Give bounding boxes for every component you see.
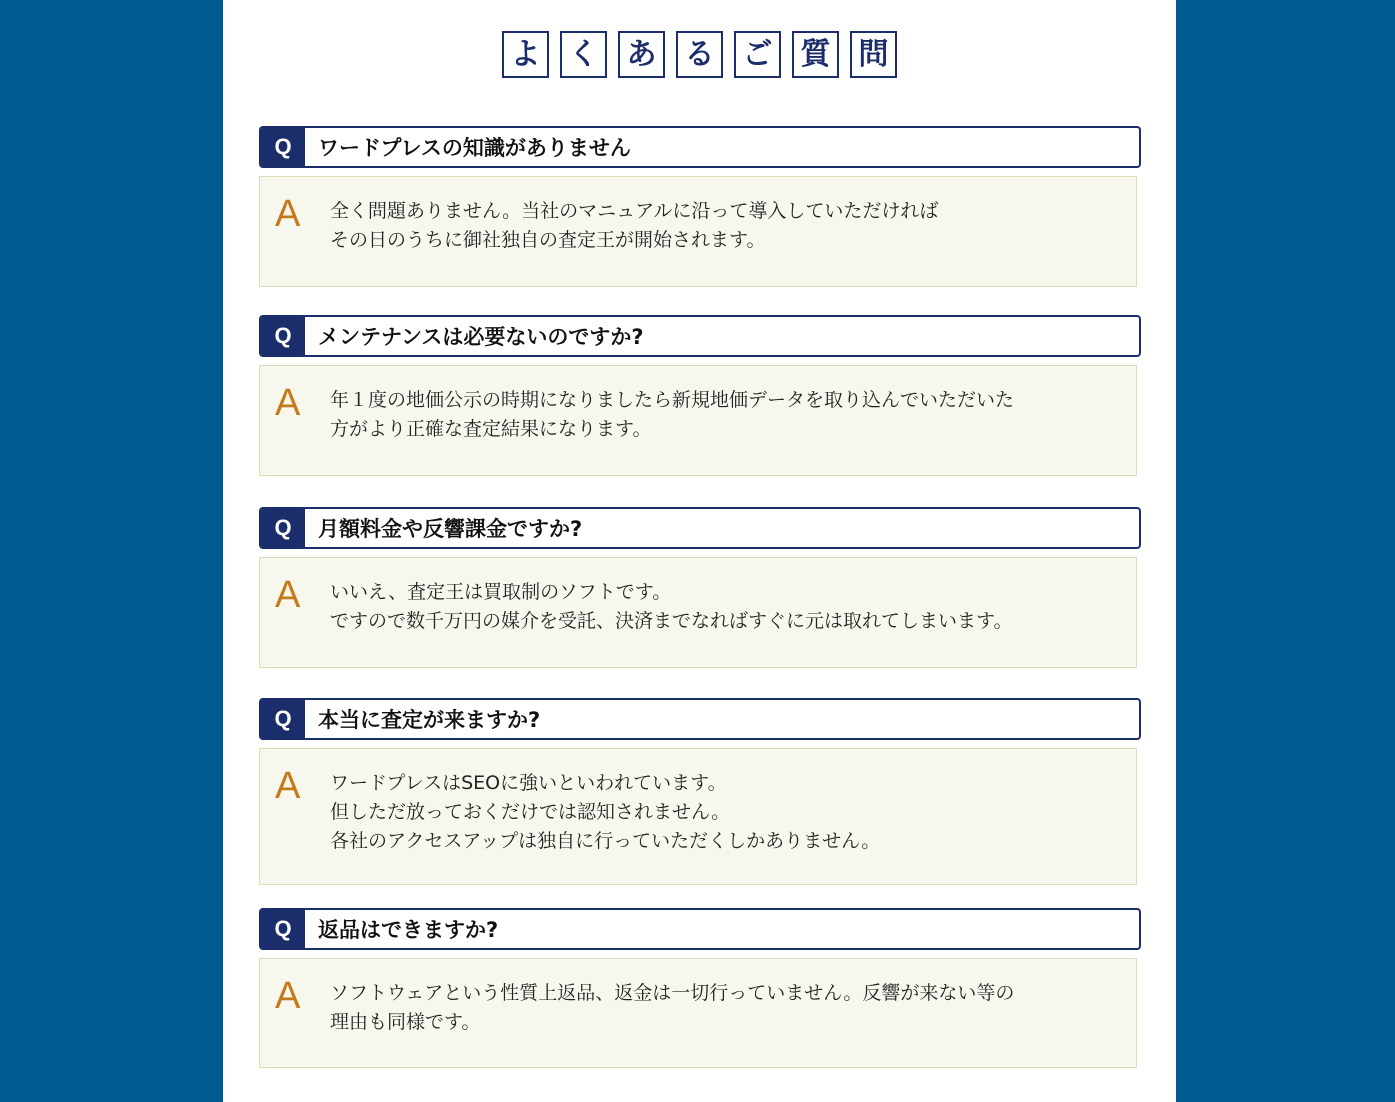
answer-box [259,176,1137,287]
question-badge: Q [261,910,305,948]
title-char: よ [502,31,549,78]
faq-item [259,315,1141,476]
answer-mark: A [275,975,301,1017]
answer-mark: A [275,574,301,616]
title-char: る [676,31,723,78]
answer-line: ですので数千万円の媒介を受託、決済までなればすぐに元は取れてしまいます。 [330,610,1013,632]
answer-mark: A [275,765,301,807]
question-bar [259,315,1141,357]
answer-line: 各社のアクセスアップは独自に行っていただくしかありません。 [330,830,881,852]
answer-line: 但しただ放っておくだけでは認知されません。 [330,801,731,823]
answer-mark: A [275,193,301,235]
title-char: く [560,31,607,78]
answer-box [259,365,1137,476]
question-bar [259,507,1141,549]
question-badge: Q [261,509,305,547]
answer-line: 理由も同様です。 [330,1011,481,1033]
faq-item [259,126,1141,287]
answer-line: ソフトウェアという性質上返品、返金は一切行っていません。反響が来ない等の [330,982,1015,1004]
question-badge: Q [261,128,305,166]
answer-box [259,557,1137,668]
answer-line: ワードプレスはSEOに強いといわれています。 [330,772,727,794]
title-char: あ [618,31,665,78]
page-title [223,31,1176,78]
faq-item [259,698,1141,885]
faq-item [259,908,1141,1068]
faq-item [259,507,1141,668]
question-badge: Q [261,317,305,355]
answer-line: その日のうちに御社独自の査定王が開始されます。 [330,229,766,251]
title-char: 質 [792,31,839,78]
answer-line: 年１度の地価公示の時期になりましたら新規地価データを取り込んでいただいた [330,389,1015,411]
question-bar [259,126,1141,168]
question-text: 月額料金や反響課金ですか? [318,517,583,541]
answer-box [259,748,1137,885]
question-badge: Q [261,700,305,738]
title-char: ご [734,31,781,78]
answer-box [259,958,1137,1068]
title-char: 問 [850,31,897,78]
question-text: 本当に査定が来ますか? [318,708,541,732]
answer-mark: A [275,382,301,424]
answer-line: いいえ、査定王は買取制のソフトです。 [330,581,672,603]
faq-page [223,0,1176,1102]
answer-line: 全く問題ありません。当社のマニュアルに沿って導入していただければ [330,200,939,222]
question-text: 返品はできますか? [318,918,499,942]
question-bar [259,908,1141,950]
question-text: メンテナンスは必要ないのですか? [318,325,644,349]
question-text: ワードプレスの知識がありません [318,136,631,160]
answer-line: 方がより正確な査定結果になります。 [330,418,652,440]
question-bar [259,698,1141,740]
